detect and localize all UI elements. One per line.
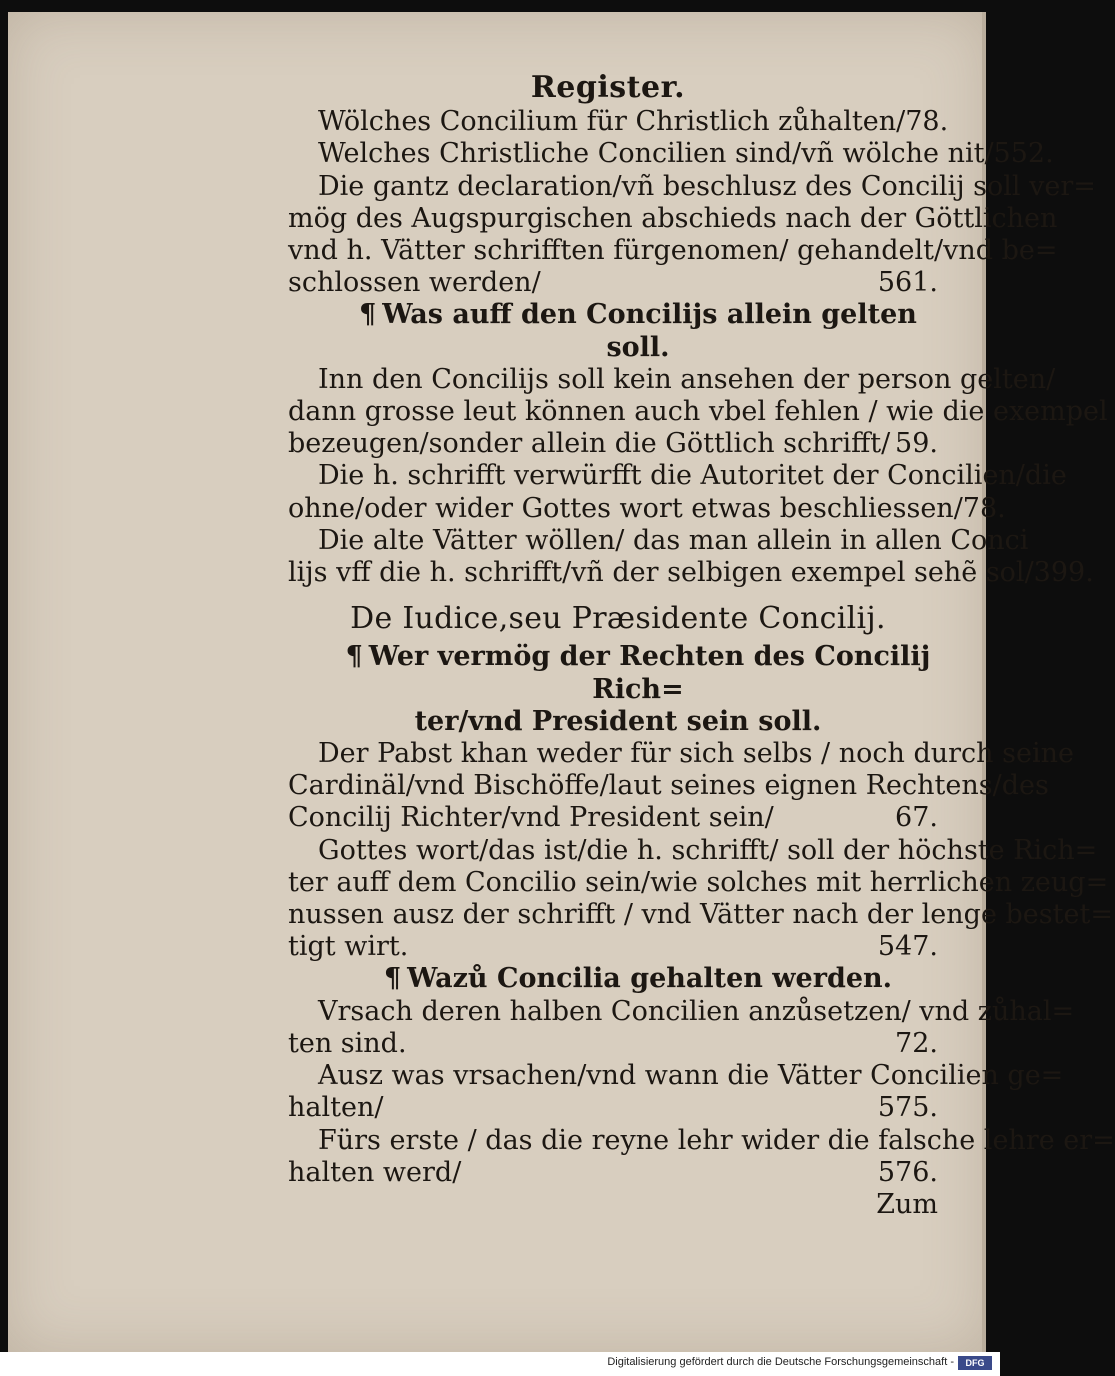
line-text: Inn den Concilijs soll kein ansehen der person gelten/ xyxy=(318,363,1056,395)
line-text: Gottes wort/das ist/die h. schrifft/ soll der höchste Rich= xyxy=(318,834,1098,866)
page-reference: 575. xyxy=(877,1092,938,1124)
line-text: Welches Christliche Concilien sind/vñ wölche nit/ xyxy=(318,138,994,170)
line-text: Die alte Vätter wöllen/ das man allein in allen Conci xyxy=(318,524,1029,556)
catchword: Zum xyxy=(876,1188,938,1220)
line-text: Der Pabst khan weder für sich selbs / noch durch seine xyxy=(318,738,1074,770)
pilcrow-mark: ¶ xyxy=(345,641,363,673)
line-text: mög des Augspurgischen abschieds nach der Göttlichen xyxy=(288,202,1058,234)
register-line xyxy=(288,738,1074,770)
dfg-logo: DFG xyxy=(958,1356,992,1370)
line-text: Die gantz declaration/vñ beschlusz des Concilij soll ver= xyxy=(318,170,1096,202)
register-line xyxy=(288,931,948,963)
register-line xyxy=(288,363,1056,396)
line-text: halten/ xyxy=(288,1092,384,1124)
entry-block-3 xyxy=(288,738,1113,963)
page-reference: 547. xyxy=(877,931,938,963)
register-line xyxy=(288,492,1006,525)
line-text: bezeugen/sonder allein die Göttlich schrifft/ xyxy=(288,428,891,460)
line-text: Fürs erste / das die reyne lehr wider die falsche lehre er= xyxy=(318,1124,1115,1156)
register-line xyxy=(288,106,948,138)
register-text xyxy=(288,70,1115,1221)
line-text: Concilij Richter/vnd President sein/ xyxy=(288,802,774,834)
register-line xyxy=(288,235,1058,267)
line-text: ter auff dem Concilio sein/wie solches mit herrlichen zeug= xyxy=(288,866,1109,898)
line-text: Ausz was vrsachen/vnd wann die Vätter Concilien ge= xyxy=(318,1060,1064,1092)
register-line xyxy=(288,866,1109,899)
register-line xyxy=(288,460,1067,492)
section-heading-text: Wer vermög der Rechten des Concilij Rich= xyxy=(368,641,931,705)
line-text: Cardinäl/vnd Bischöffe/laut seines eignen Rechtens/des xyxy=(288,770,1049,802)
register-line xyxy=(288,995,1075,1028)
page-reference: 399. xyxy=(1033,557,1094,589)
line-text: ten sind. xyxy=(288,1027,407,1059)
register-line xyxy=(288,1028,948,1060)
line-text: ohne/oder wider Gottes wort etwas beschliessen/ xyxy=(288,492,963,524)
section-heading-2-cont: ter/vnd President sein soll. xyxy=(414,705,822,737)
line-text: halten werd/ xyxy=(288,1156,462,1188)
section-heading-text: Wazů Concilia gehalten werden. xyxy=(407,963,893,995)
page-reference: 72. xyxy=(895,1027,938,1059)
register-line xyxy=(288,202,1058,235)
register-line xyxy=(288,834,1098,867)
pilcrow-mark: ¶ xyxy=(383,963,402,995)
register-line xyxy=(288,1157,948,1189)
section-heading-2 xyxy=(288,641,948,705)
register-line xyxy=(288,396,1108,428)
section-heading-1 xyxy=(288,299,948,363)
line-text: lijs vff die h. schrifft/vñ der selbigen exempel sehẽ sol/ xyxy=(288,557,1034,589)
page-reference: 59. xyxy=(895,428,938,460)
line-text: Vrsach deren halben Concilien anzůsetzen/ vnd zůhal= xyxy=(318,995,1075,1027)
register-line xyxy=(288,557,1094,589)
page-reference: 67. xyxy=(895,802,938,834)
register-line xyxy=(288,1060,1064,1092)
page-reference: 78. xyxy=(962,492,1006,524)
register-line xyxy=(288,428,948,460)
register-line xyxy=(288,1092,948,1124)
register-line xyxy=(288,899,1113,931)
entry-block-2 xyxy=(288,363,1108,589)
register-line xyxy=(288,170,1096,203)
entry-block-1 xyxy=(288,106,1096,299)
line-text: Die h. schrifft verwürfft die Autoritet der Concilien/die xyxy=(318,460,1067,492)
latin-heading: De Iudice,seu Præsidente Concilij. xyxy=(350,601,886,637)
register-line xyxy=(288,524,1029,557)
register-line xyxy=(288,770,1049,802)
pilcrow-mark: ¶ xyxy=(359,299,377,331)
entry-block-4 xyxy=(288,995,1115,1189)
page-reference: 78. xyxy=(905,106,949,138)
register-line xyxy=(288,1124,1115,1157)
register-line xyxy=(288,138,1054,170)
page-reference: 552. xyxy=(993,138,1054,170)
page-reference: 576. xyxy=(877,1156,938,1188)
section-heading-text: Was auff den Concilijs allein gelten soll. xyxy=(382,299,917,363)
page-reference: 561. xyxy=(877,267,938,299)
line-text: vnd h. Vätter schrifften fürgenomen/ gehandelt/vnd be= xyxy=(288,235,1058,267)
line-text: dann grosse leut können auch vbel fehlen / wie die exempel xyxy=(288,396,1108,428)
line-text: nussen ausz der schrifft / vnd Vätter nach der lenge bestet= xyxy=(288,899,1113,931)
line-text: tigt wirt. xyxy=(288,931,409,963)
register-line xyxy=(288,267,948,299)
register-line xyxy=(288,802,948,834)
section-heading-3 xyxy=(288,963,948,995)
digitization-credit: Digitalisierung gefördert durch die Deutsche Forschungsgemeinschaft - xyxy=(607,1356,954,1368)
line-text: Wölches Concilium für Christlich zůhalten/ xyxy=(318,106,906,138)
running-header: Register. xyxy=(530,70,686,105)
line-text: schlossen werden/ xyxy=(288,267,541,299)
